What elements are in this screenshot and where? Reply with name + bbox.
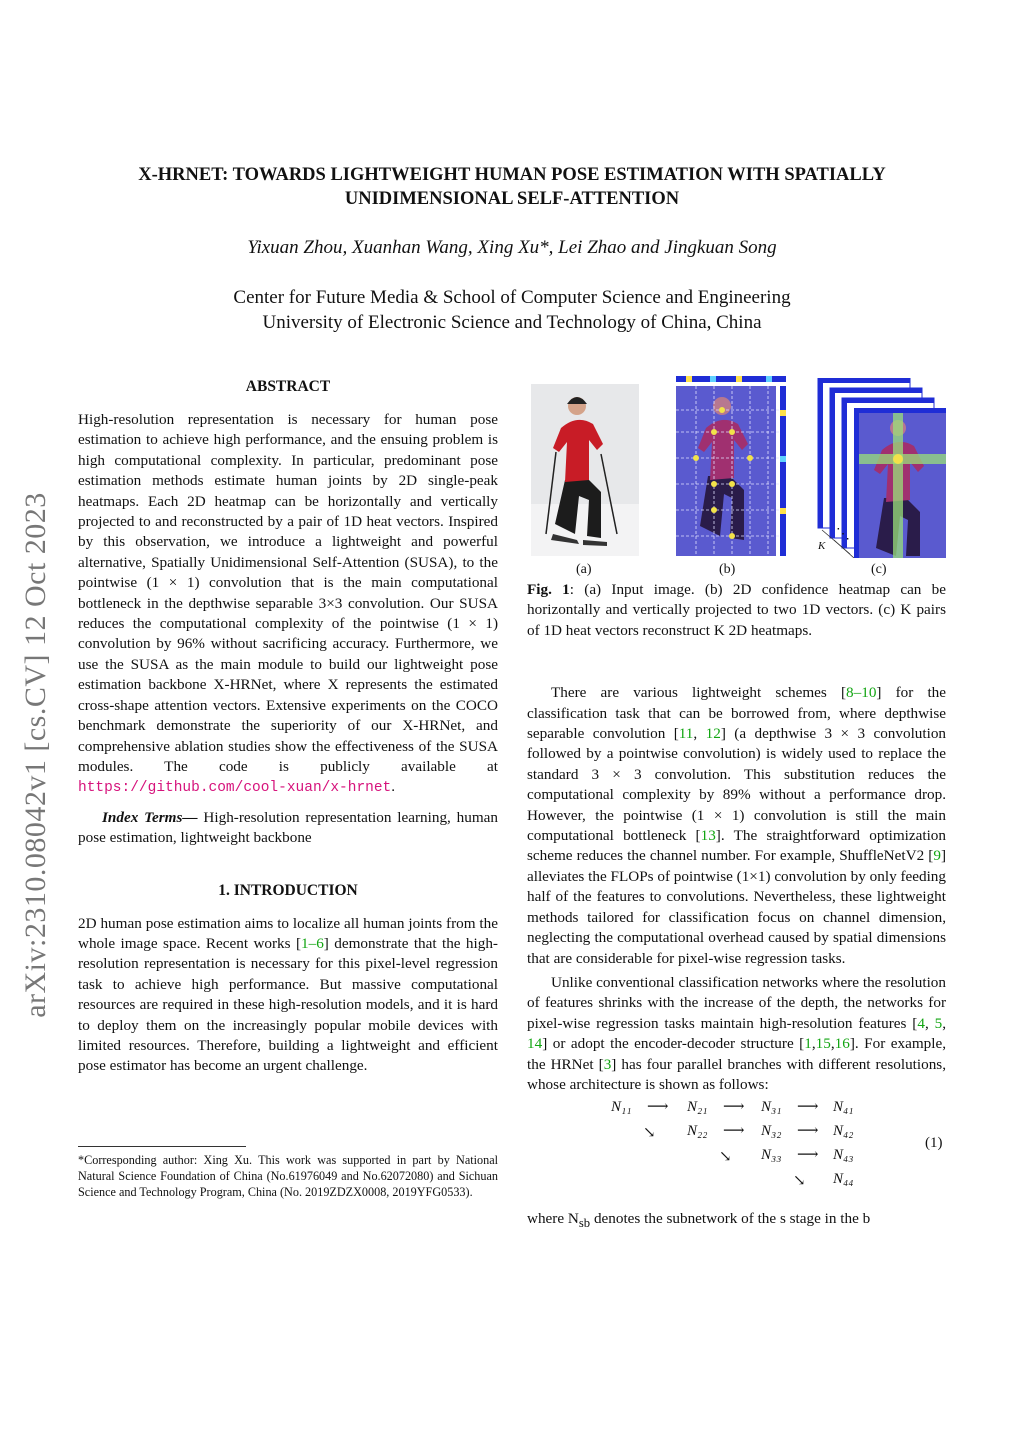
figure-1 bbox=[527, 380, 946, 558]
abstract-end: . bbox=[391, 778, 396, 796]
k-label: K bbox=[818, 540, 826, 552]
p3-text-4: ] has four parallel branches with different resolutions, whose architecture is shown as follows: bbox=[527, 1055, 946, 1093]
citation-link[interactable]: 9 bbox=[933, 847, 941, 865]
caption-text: : (a) Input image. (b) 2D confidence heatmap can be horizontally and vertically projected to two 1D vectors. (c) K pairs of 1D heat vectors reconstruct K 2D heatmaps. bbox=[527, 581, 947, 639]
eq-n22: N₂₂ bbox=[687, 1123, 708, 1140]
footnote-rule bbox=[78, 1146, 246, 1147]
p2-text-3: ] (a depthwise 3 × 3 convolution followed by a pointwise convolution) is widely used to replace the standard 3 × 3 convolution. This substitution reduces the computational complexity by 89% without a performance drop. However, the pointwise (1 × 1) convolution is still the main computational bottleneck [ bbox=[527, 725, 947, 845]
p4-text-2: denotes the subnetwork of the s stage in the b bbox=[590, 1210, 871, 1228]
intro-text-1: 2D human pose estimation aims to localize all human joints from the whole image space. Recent works [ bbox=[78, 914, 498, 952]
eq-n31: N₃₁ bbox=[761, 1099, 782, 1116]
p3-comma: , bbox=[811, 1035, 816, 1053]
eq-arrow-right: ⟶ bbox=[797, 1147, 819, 1164]
intro-paragraph bbox=[78, 914, 498, 1077]
citation-link[interactable]: 5 bbox=[934, 1014, 943, 1032]
eq-n32: N₃₂ bbox=[761, 1123, 782, 1140]
paper-title bbox=[80, 163, 944, 211]
left-column bbox=[78, 378, 498, 1077]
p3-text-2: ] or adopt the encoder-decoder structure [ bbox=[542, 1035, 805, 1053]
eq-n33: N₃₃ bbox=[761, 1147, 782, 1164]
right-column bbox=[527, 380, 946, 1234]
equation-1 bbox=[527, 1095, 946, 1209]
paragraph-regression-networks bbox=[527, 973, 946, 1095]
affiliation bbox=[80, 285, 944, 335]
citation-link[interactable]: 14 bbox=[527, 1035, 543, 1053]
p2-comma: , bbox=[693, 725, 706, 743]
eq-arrow-right: ⟶ bbox=[797, 1099, 819, 1116]
citation-link[interactable]: 13 bbox=[700, 827, 716, 845]
citation-link[interactable]: 10 bbox=[861, 684, 877, 702]
author-list: Yixuan Zhou, Xuanhan Wang, Xing Xu*, Lei Zhao and Jingkuan Song bbox=[247, 237, 777, 258]
citation-link[interactable]: 11 bbox=[678, 725, 694, 743]
eq-arrow-diagonal: ↘ bbox=[719, 1149, 732, 1166]
eq-n41: N₄₁ bbox=[833, 1099, 854, 1116]
citation-link[interactable]: 3 bbox=[603, 1055, 612, 1073]
citation-link[interactable]: 16 bbox=[834, 1035, 850, 1053]
paragraph-subnetwork bbox=[527, 1209, 946, 1233]
eq-n44: N₄₄ bbox=[833, 1171, 854, 1188]
introduction-heading: 1. INTRODUCTION bbox=[218, 881, 358, 899]
p3-text-1: Unlike conventional classification networks where the resolution of features shrinks with the increase of the depth, the networks for pixel-wise regression tasks maintain high-resolution features [ bbox=[527, 973, 946, 1032]
citation-link[interactable]: 6 bbox=[316, 934, 324, 952]
equation-number: (1) bbox=[925, 1135, 943, 1152]
title-line-2: UNIDIMENSIONAL SELF-ATTENTION bbox=[344, 189, 680, 209]
eq-n11: N₁₁ bbox=[611, 1099, 632, 1116]
p2-text-2: ] for the classification task that can be borrowed from, where depthwise separable convolution [ bbox=[527, 684, 946, 743]
eq-n42: N₄₂ bbox=[833, 1123, 854, 1140]
eq-arrow-diagonal: ↘ bbox=[643, 1125, 656, 1142]
caption-label: Fig. 1 bbox=[527, 581, 570, 598]
p3-comma: , bbox=[830, 1035, 835, 1053]
p4-text-1: where N bbox=[527, 1210, 579, 1228]
eq-arrow-right: ⟶ bbox=[723, 1123, 745, 1140]
citation-link[interactable]: 8 bbox=[846, 684, 854, 702]
p2-text-5: ] alleviates the FLOPs of pointwise (1×1) convolution by only feeding half of the features to convolutions. Nevertheless, these lightweight methods tailored for classification focus on channel dimension, neglecting the computational overhead caused by spatial dimensions that are considerable for pixel-wise regression tasks. bbox=[527, 847, 946, 967]
p2-text-4: ]. The straightforward optimization scheme reduces the channel number. For example, ShuffleNetV2 [ bbox=[527, 827, 946, 865]
eq-arrow-right: ⟶ bbox=[723, 1099, 745, 1116]
sublabel-c: (c) bbox=[871, 562, 887, 577]
citation-link[interactable]: 1 bbox=[301, 934, 309, 952]
citation-link[interactable]: 4 bbox=[917, 1014, 925, 1032]
index-terms bbox=[78, 808, 498, 849]
sublabel-b: (b) bbox=[719, 562, 736, 577]
citation-link[interactable]: 12 bbox=[705, 725, 721, 743]
eq-n43: N₄₃ bbox=[833, 1147, 854, 1164]
title-line-1: X-HRNET: TOWARDS LIGHTWEIGHT HUMAN POSE ESTIMATION WITH SPATIALLY bbox=[138, 165, 886, 185]
eq-arrow-diagonal: ↘ bbox=[793, 1173, 806, 1190]
eq-arrow-right: ⟶ bbox=[647, 1099, 669, 1116]
p2-text-1: There are various lightweight schemes [ bbox=[551, 684, 847, 702]
abstract-body: High-resolution representation is necessary for human pose estimation to achieve high performance, and the ensuing problem is high computational complexity. In particular, predominant pose estimation methods estimate human joints by 2D single-peak heatmaps. Each 2D heatmap can be horizontally and vertically projected to and reconstructed by a pair of 1D heat vectors. Inspired by this observation, we introduce a lightweight and powerful alternative, Spatially Unidimensional Self-Attention (SUSA), to the pointwise (1 × 1) convolution that is the main computational bottleneck in the depthwise separable 3×3 convolution. Our SUSA reduces the computational complexity of the pointwise (1 × 1) convolution by 96% without sacrificing accuracy. Furthermore, we use the SUSA as the main module to build our lightweight pose estimation backbone X-HRNet, where X represents the estimated cross-shape attention vectors. Extensive experiments on the COCO benchmark demonstrate the superiority of our X-HRNet, and comprehensive ablation studies show the effectiveness of the SUSA modules. The code is publicly available at bbox=[78, 411, 498, 775]
eq-n21: N₂₁ bbox=[687, 1099, 708, 1116]
eq-arrow-right: ⟶ bbox=[797, 1123, 819, 1140]
figure-heatmap-projection bbox=[670, 376, 786, 556]
figure-caption bbox=[527, 580, 946, 641]
footnote: *Corresponding author: Xing Xu. This work was supported in part by National Natural Science Foundation of China (No.61976049 and No.62072080) and Sichuan Science and Technology Program, China (No. 2019ZDZX0008, 2019YFG0533). bbox=[78, 1153, 498, 1200]
sublabel-a: (a) bbox=[576, 562, 592, 577]
citation-dash: – bbox=[853, 684, 862, 702]
intro-text-2: ] demonstrate that the high-resolution representation is necessary for this pixel-level regression task to achieve high performance. But massive computational resources are required in these high-resolution models, and it is hard to deploy them on the increasingly popular mobile devices with limited resources. Therefore, building a lightweight and efficient pose estimator has become an urgent challenge. bbox=[78, 934, 498, 1075]
code-link[interactable]: https://github.com/cool-xuan/x-hrnet bbox=[78, 780, 392, 797]
paragraph-lightweight-schemes bbox=[527, 683, 946, 969]
citation-link[interactable]: 15 bbox=[815, 1035, 831, 1053]
affiliation-line-1: Center for Future Media & School of Computer Science and Engineering bbox=[233, 287, 791, 308]
citation-link[interactable]: 1 bbox=[804, 1035, 812, 1053]
index-terms-text: High-resolution representation learning, human pose estimation, lightweight backbone bbox=[78, 808, 499, 847]
affiliation-line-2: University of Electronic Science and Technology of China, China bbox=[262, 312, 762, 333]
figure-input-image bbox=[531, 384, 639, 556]
p3-comma: , bbox=[924, 1014, 935, 1032]
abstract-heading: ABSTRACT bbox=[245, 378, 331, 395]
svg-text:⋱: ⋱ bbox=[836, 527, 850, 542]
p4-subscript: sb bbox=[578, 1216, 591, 1231]
p3-comma: , bbox=[942, 1014, 946, 1032]
index-terms-label: Index Terms— bbox=[102, 808, 198, 826]
figure-stacked-heatmaps bbox=[814, 378, 946, 558]
figure-sublabels bbox=[527, 558, 946, 580]
p3-text-3: ]. For example, the HRNet [ bbox=[527, 1035, 946, 1073]
arxiv-id: arXiv:2310.08042v1 [cs.CV] 12 Oct 2023 bbox=[19, 492, 53, 1018]
abstract-text bbox=[78, 410, 498, 799]
arxiv-sidebar bbox=[8, 450, 64, 1060]
citation-dash: – bbox=[308, 934, 317, 952]
